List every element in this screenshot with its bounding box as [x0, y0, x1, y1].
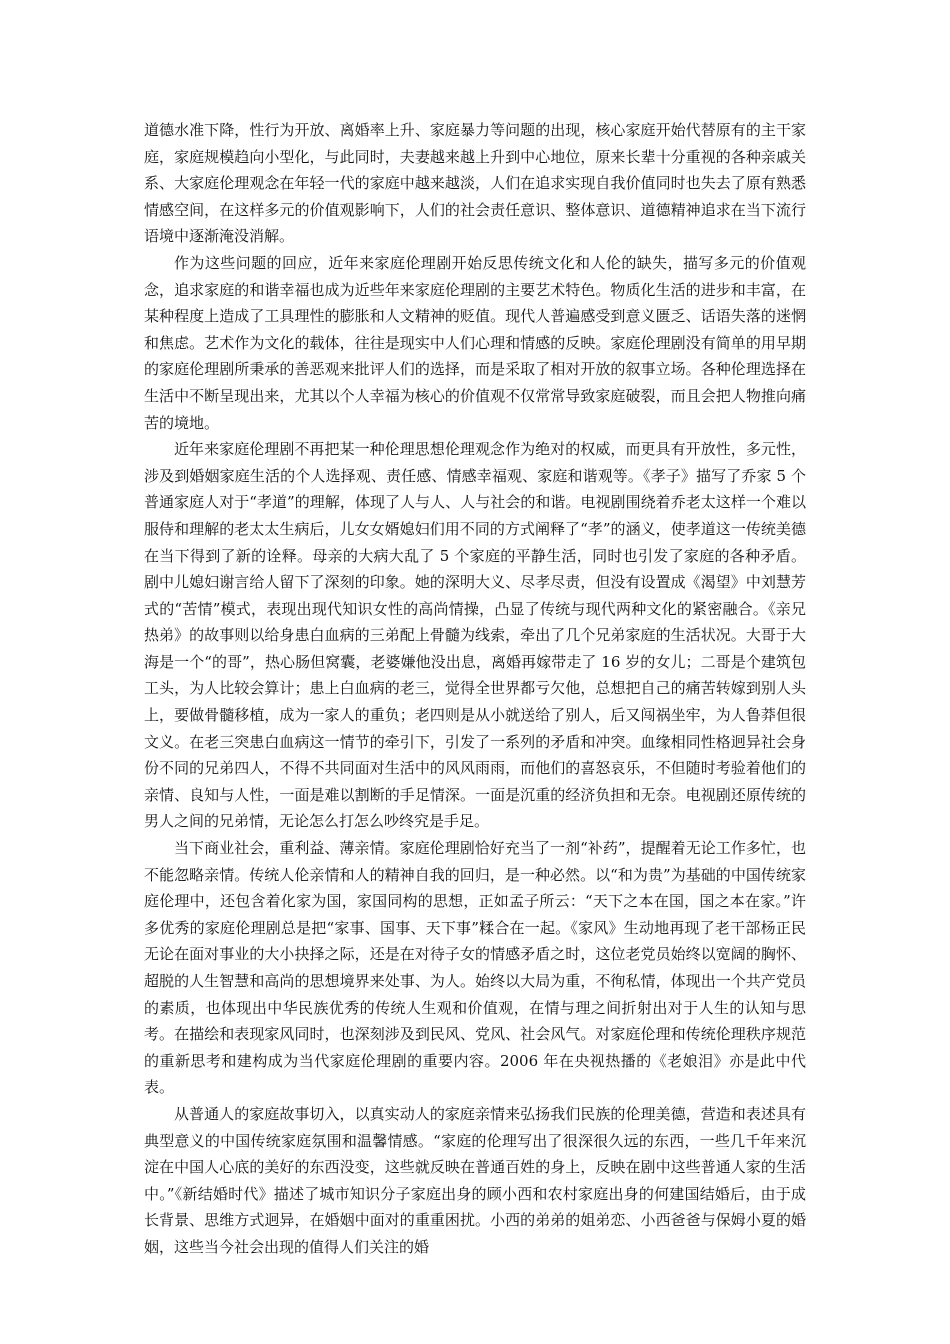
paragraph-4: 当下商业社会，重利益、薄亲情。家庭伦理剧恰好充当了一剂“补药”，提醒着无论工作多忙，也不能忽略亲情。传统人伦亲情和人的精神自我的回归，是一种必然。以“和为贵”为基础的中国传统家庭伦理中，还包含着化家为国，家国同构的思想，正如孟子所云：“天下之本在国，国之本在家。”许多优秀的家庭伦理剧总是把“家事、国事、天下事”糅合在一起。《家风》生动地再现了老干部杨正民无论在面对事业的大小抉择之际，还是在对待子女的情感矛盾之时，这位老党员始终以宽阔的胸怀、超脱的人生智慧和高尚的思想境界来处事、为人。始终以大局为重，不徇私情，体现出一个共产党员的素质，也体现出中华民族优秀的传统人生观和价值观，在情与理之间折射出对于人生的认知与思考。在描绘和表现家风同时，也深刻涉及到民风、党风、社会风气。对家庭伦理和传统伦理秩序规范的重新思考和建构成为当代家庭伦理剧的重要内容。2006 年在央视热播的《老娘泪》亦是此中代表。 — [144, 839, 806, 1097]
paragraph-1: 道德水准下降，性行为开放、离婚率上升、家庭暴力等问题的出现，核心家庭开始代替原有的主干家庭，家庭规模趋向小型化，与此同时，夫妻越来越上升到中心地位，原来长辈十分重视的各种亲戚关系、大家庭伦理观念在年轻一代的家庭中越来越淡，人们在追求实现自我价值同时也失去了原有熟悉情感空间，在这样多元的价值观影响下，人们的社会责任意识、整体意识、道德精神追求在当下流行语境中逐渐淹没消解。 — [144, 121, 806, 246]
paragraph-5: 从普通人的家庭故事切入，以真实动人的家庭亲情来弘扬我们民族的伦理美德，营造和表述具有典型意义的中国传统家庭氛围和温馨情感。“家庭的伦理写出了很深很久远的东西，一些几千年来沉淀在中国人心底的美好的东西没变，这些就反映在普通百姓的身上，反映在剧中这些普通人家的生活中。”《新结婚时代》描述了城市知识分子家庭出身的顾小西和农村家庭出身的何建国结婚后，由于成长背景、思维方式迥异，在婚姻中面对的重重困扰。小西的弟弟的姐弟恋、小西爸爸与保姆小夏的婚姻，这些当今社会出现的值得人们关注的婚 — [144, 1104, 806, 1256]
paragraph-3: 近年来家庭伦理剧不再把某一种伦理思想伦理观念作为绝对的权威，而更具有开放性，多元性，涉及到婚姻家庭生活的个人选择观、责任感、情感幸福观、家庭和谐观等。《孝子》描写了乔家 5 个普通家庭人对于“孝道”的理解，体现了人与人、人与社会的和谐。电视剧围绕着乔老太这样一个难以服侍和理解的老太太生病后，儿女女婿媳妇们用不同的方式阐释了“孝”的涵义，使孝道这一传统美德在当下得到了新的诠释。母亲的大病大乱了 5 个家庭的平静生活，同时也引发了家庭的各种矛盾。剧中儿媳妇谢言给人留下了深刻的印象。她的深明大义、尽孝尽责，但没有设置成《渴望》中刘慧芳式的“苦情”模式，表现出现代知识女性的高尚情操，凸显了传统与现代两种文化的紧密融合。《亲兄热弟》的故事则以给身患白血病的三弟配上骨髓为线索，牵出了几个兄弟家庭的生活状况。大哥于大海是一个“的哥”，热心肠但窝囊，老婆嫌他没出息，离婚再嫁带走了 16 岁的女儿；二哥是个建筑包工头，为人比较会算计；患上白血病的老三，觉得全世界都亏欠他，总想把自己的痛苦转嫁到别人头上，要做骨髓移植，成为一家人的重负；老四则是从小就送给了别人，后又闯祸坐牢，为人鲁莽但很文义。在老三突患白血病这一情节的牵引下，引发了一系列的矛盾和冲突。血缘相同性格迥异社会身份不同的兄弟四人，不得不共同面对生活中的风风雨雨，而他们的喜怒哀乐，不但随时考验着他们的亲情、良知与人性，一面是难以割断的手足情深。一面是沉重的经济负担和无奈。电视剧还原传统的男人之间的兄弟情，无论怎么打怎么吵终究是手足。 — [144, 440, 806, 831]
paragraph-2: 作为这些问题的回应，近年来家庭伦理剧开始反思传统文化和人伦的缺失，描写多元的价值观念，追求家庭的和谐幸福也成为近些年来家庭伦理剧的主要艺术特色。物质化生活的进步和丰富，在某种程度上造成了工具理性的膨胀和人文精神的贬值。现代人普遍感受到意义匮乏、话语失落的迷惘和焦虑。艺术作为文化的载体，往往是现实中人们心理和情感的反映。家庭伦理剧没有简单的用早期的家庭伦理剧所秉承的善恶观来批评人们的选择，而是采取了相对开放的叙事立场。各种伦理选择在生活中不断呈现出来，尤其以个人幸福为核心的价值观不仅常常导致家庭破裂，而且会把人物推向痛苦的境地。 — [144, 253, 806, 432]
body-text — [144, 117, 806, 1261]
